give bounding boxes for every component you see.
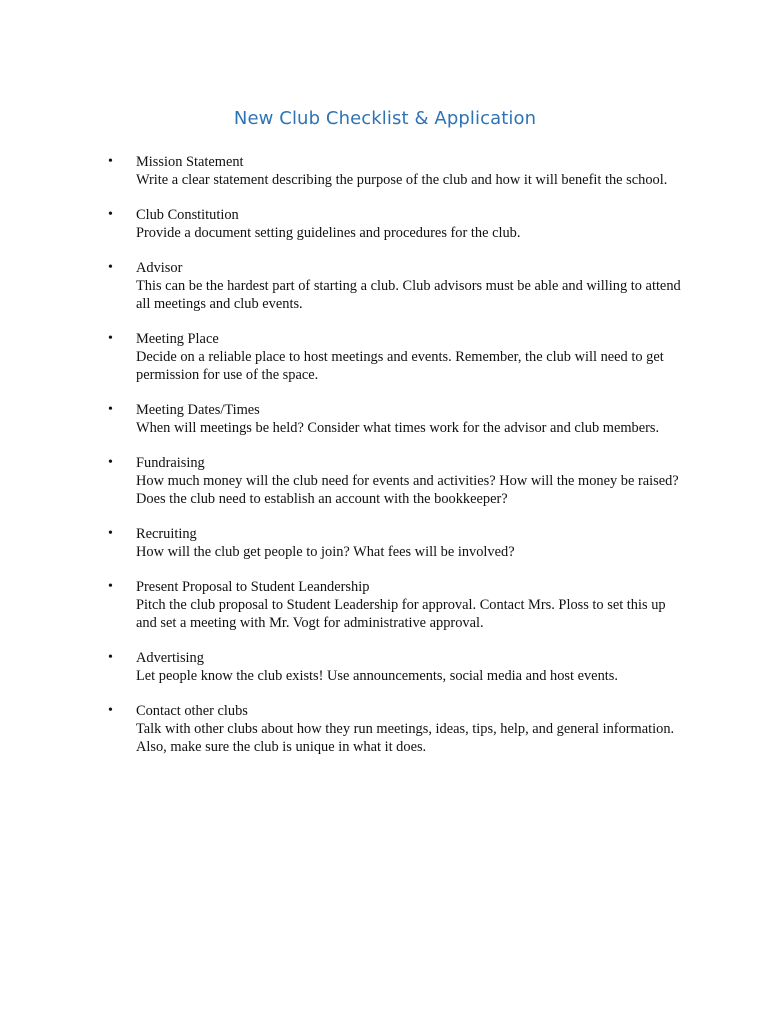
- bullet-icon: •: [108, 703, 113, 718]
- item-heading: Advertising: [136, 650, 204, 666]
- item-heading: Advisor: [136, 260, 183, 276]
- checklist-item-recruiting: [108, 525, 688, 561]
- checklist-item-club-constitution: [108, 206, 688, 242]
- item-description: How much money will the club need for events and activities? How will the money be raised? Does the club need to establish an account with the bookkeeper?: [136, 473, 679, 507]
- checklist-item-advertising: [108, 649, 688, 685]
- item-description: Pitch the club proposal to Student Leadership for approval. Contact Mrs. Ploss to set this up and set a meeting with Mr. Vogt for administrative approval.: [136, 597, 666, 631]
- item-description: How will the club get people to join? What fees will be involved?: [136, 544, 515, 560]
- item-heading: Present Proposal to Student Leandership: [136, 579, 370, 595]
- bullet-icon: •: [108, 260, 113, 275]
- bullet-icon: •: [108, 650, 113, 665]
- bullet-icon: •: [108, 154, 113, 169]
- item-description: Let people know the club exists! Use announcements, social media and host events.: [136, 668, 618, 684]
- checklist: [108, 153, 688, 773]
- item-description: When will meetings be held? Consider what times work for the advisor and club members.: [136, 420, 660, 436]
- item-description: This can be the hardest part of starting a club. Club advisors must be able and willing to attend all meetings and club events.: [136, 278, 681, 312]
- checklist-item-advisor: [108, 259, 688, 313]
- item-heading: Contact other clubs: [136, 703, 248, 719]
- item-description: Talk with other clubs about how they run meetings, ideas, tips, help, and general information. Also, make sure the club is unique in what it does.: [136, 721, 675, 755]
- bullet-icon: •: [108, 207, 113, 222]
- checklist-item-mission-statement: [108, 153, 688, 189]
- item-description: Decide on a reliable place to host meetings and events. Remember, the club will need to get permission for use of the space.: [136, 349, 664, 383]
- bullet-icon: •: [108, 455, 113, 470]
- item-heading: Club Constitution: [136, 207, 239, 223]
- checklist-item-present-proposal: [108, 578, 688, 632]
- bullet-icon: •: [108, 579, 113, 594]
- checklist-item-meeting-place: [108, 330, 688, 384]
- checklist-item-fundraising: [108, 454, 688, 508]
- bullet-icon: •: [108, 526, 113, 541]
- item-heading: Recruiting: [136, 526, 197, 542]
- checklist-item-contact-other-clubs: [108, 702, 688, 756]
- item-heading: Fundraising: [136, 455, 205, 471]
- checklist-item-meeting-dates-times: [108, 401, 688, 437]
- item-description: Write a clear statement describing the purpose of the club and how it will benefit the school.: [136, 172, 668, 188]
- item-description: Provide a document setting guidelines and procedures for the club.: [136, 225, 521, 241]
- bullet-icon: •: [108, 402, 113, 417]
- item-heading: Meeting Dates/Times: [136, 402, 260, 418]
- bullet-icon: •: [108, 331, 113, 346]
- item-heading: Mission Statement: [136, 154, 244, 170]
- page-title: New Club Checklist & Application: [233, 108, 537, 129]
- item-heading: Meeting Place: [136, 331, 219, 347]
